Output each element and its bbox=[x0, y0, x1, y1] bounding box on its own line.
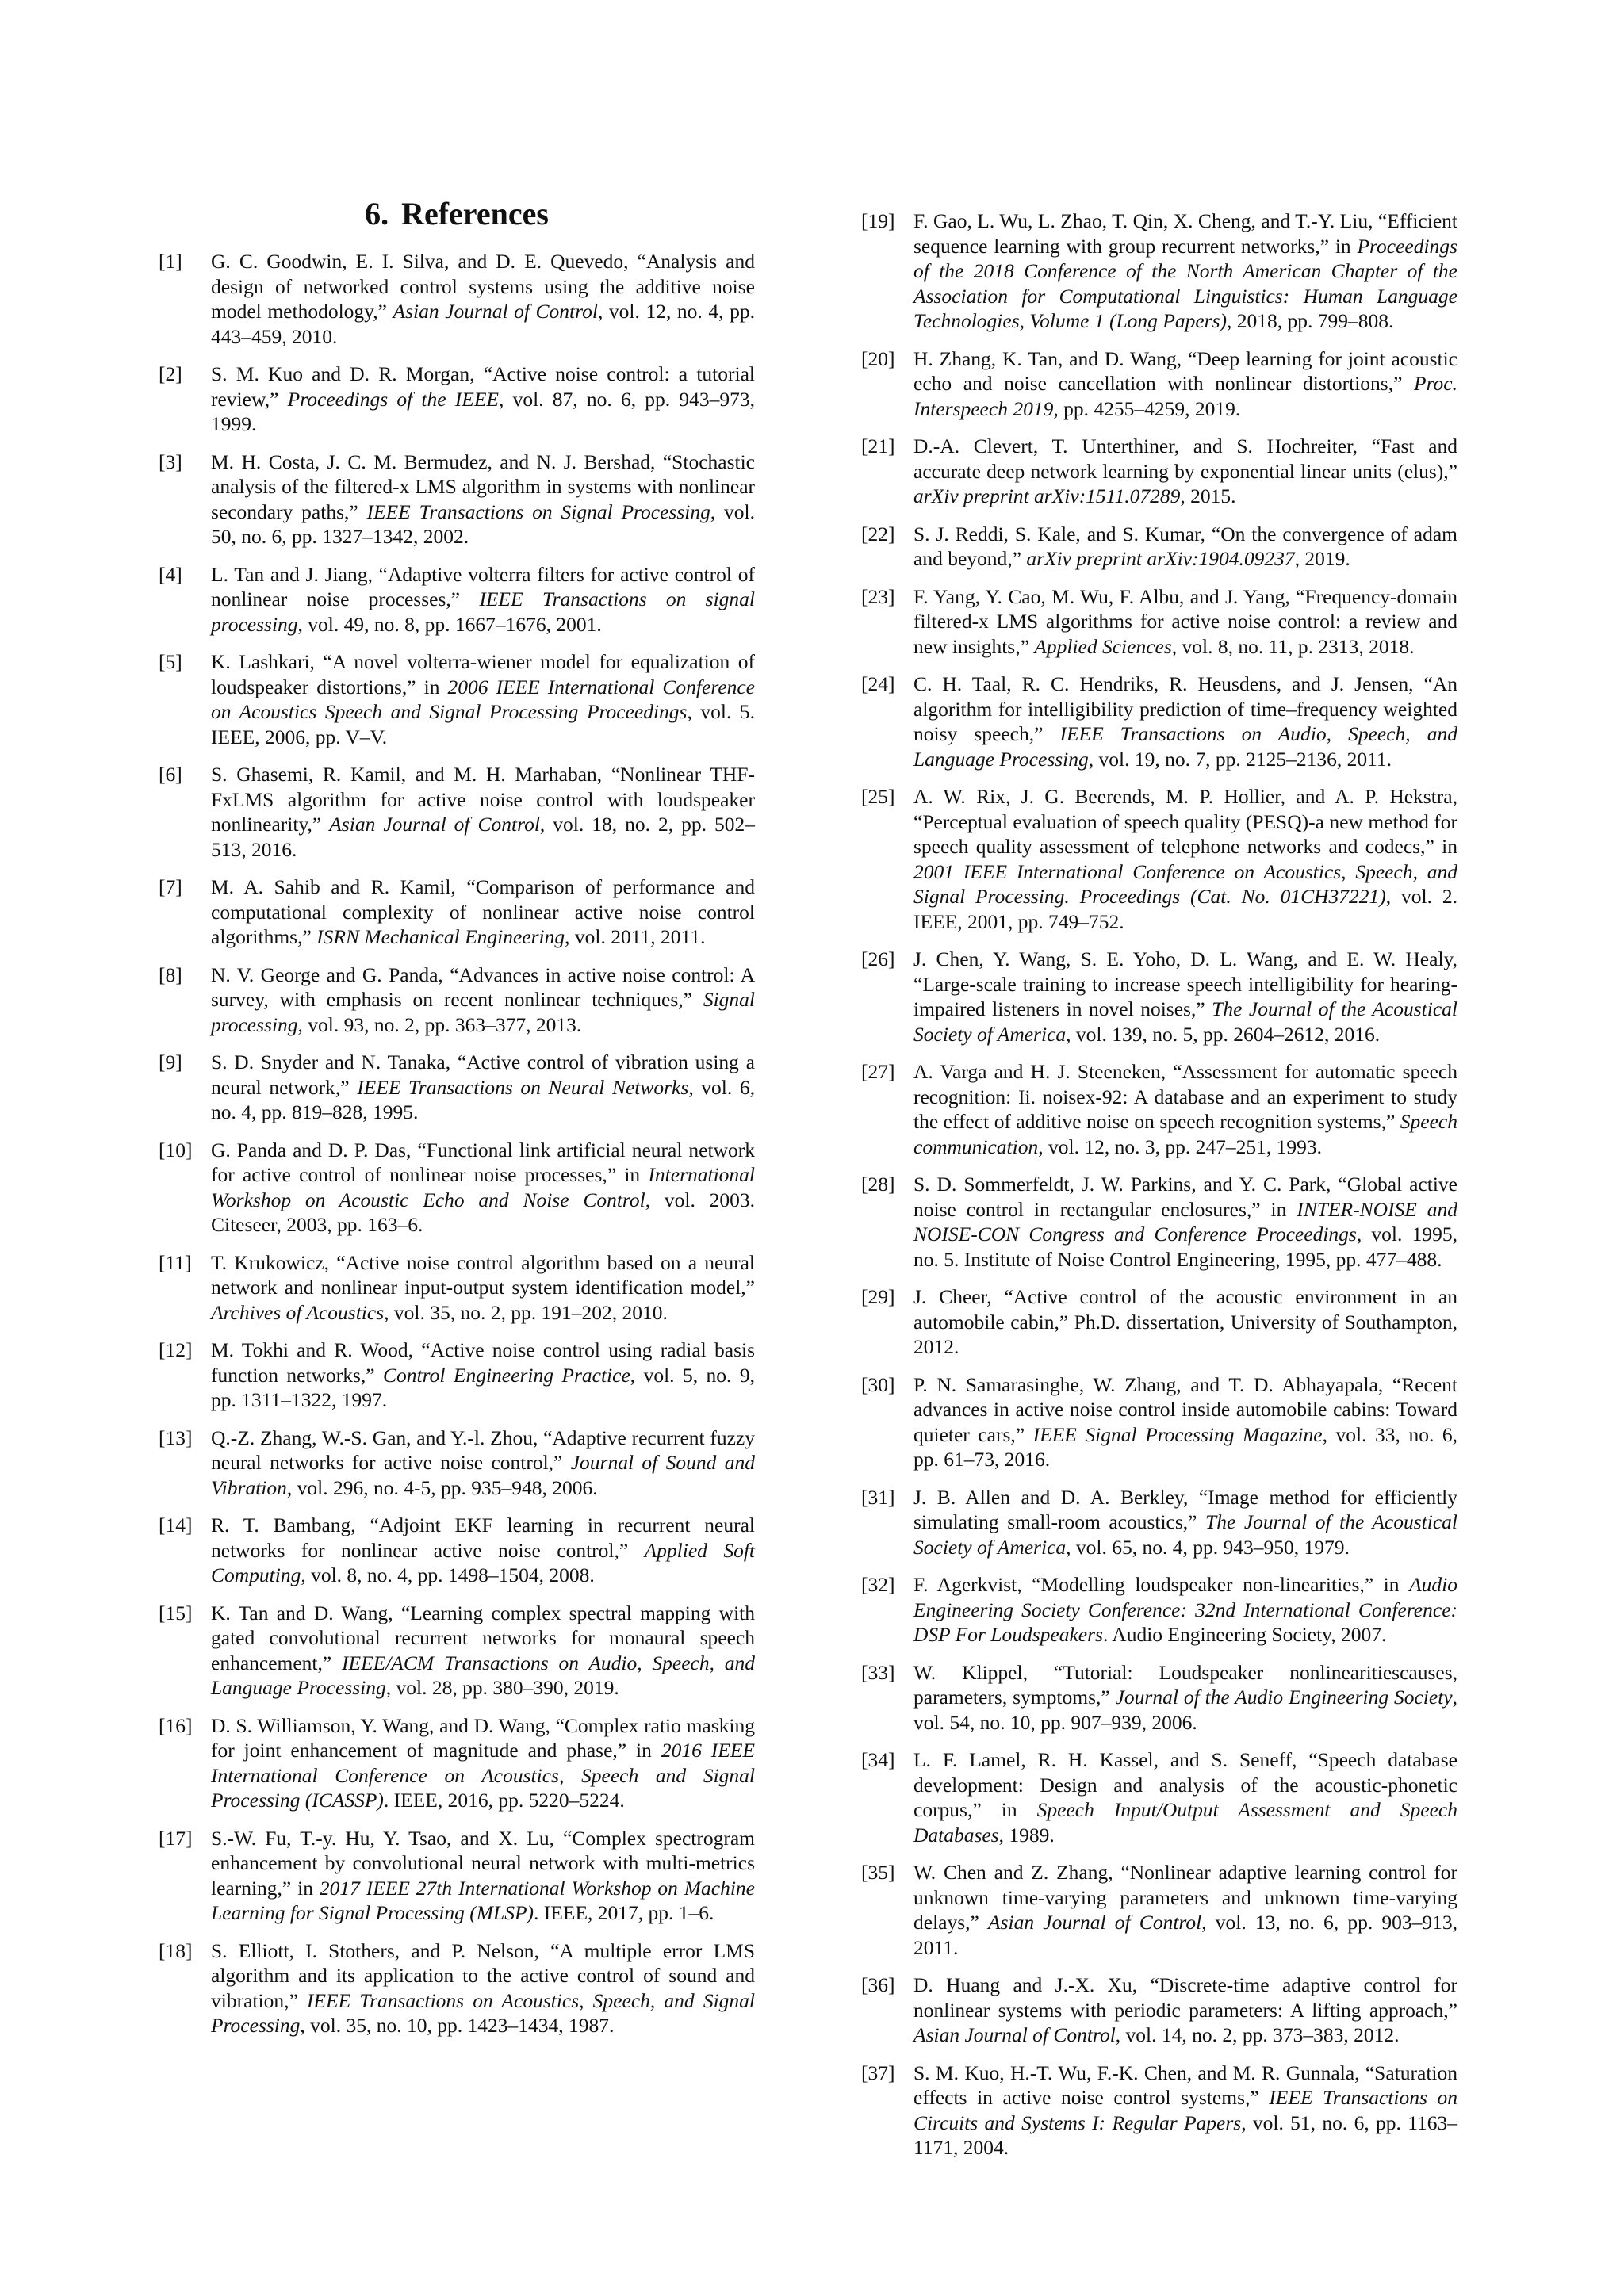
reference-details: . IEEE, 2016, pp. 5220–5224. bbox=[383, 1789, 625, 1812]
reference-item bbox=[159, 1337, 755, 1413]
reference-text: S. Ghasemi, R. Kamil, and M. H. Marhaban, “Nonlinear THF-FxLMS algorithm for active noise control with loudspeaker nonlinearity,” bbox=[211, 763, 755, 836]
reference-text: F. Gao, L. Wu, L. Zhao, T. Qin, X. Cheng, and T.-Y. Liu, “Efficient sequence learning with group recurrent networks,” in bbox=[914, 209, 1457, 258]
reference-item bbox=[159, 1826, 755, 1926]
reference-venue: The Journal of the Acoustical Society of America bbox=[914, 1510, 1457, 1559]
reference-venue: IEEE Signal Processing Magazine bbox=[1032, 1422, 1323, 1446]
reference-item bbox=[159, 1938, 755, 2038]
reference-text: R. T. Bambang, “Adjoint EKF learning in recurrent neural networks for nonlinear active noise control,” bbox=[211, 1513, 755, 1562]
reference-details: , vol. 54, no. 10, pp. 907–939, 2006. bbox=[914, 1686, 1457, 1734]
reference-item bbox=[159, 1425, 755, 1501]
reference-venue: Proc. Interspeech 2019 bbox=[914, 372, 1457, 420]
section-number: 6. bbox=[365, 196, 389, 232]
reference-text: D. Huang and J.-X. Xu, “Discrete-time adaptive control for nonlinear systems with periodic parameters: A lifting approach,” bbox=[914, 1973, 1457, 2022]
reference-venue: 2017 IEEE 27th International Workshop on Machine Learning for Signal Processing (MLSP) bbox=[211, 1876, 755, 1924]
reference-details: , vol. 18, no. 2, pp. 502–513, 2016. bbox=[211, 813, 755, 861]
reference-number: [1] bbox=[159, 250, 182, 273]
reference-number: [34] bbox=[861, 1748, 895, 1771]
reference-number: [6] bbox=[159, 763, 182, 786]
reference-text: J. Chen, Y. Wang, S. E. Yoho, D. L. Wang, and E. W. Healy, “Large-scale training to increase speech intelligibility for hearing-impaired listeners in novel noises,” bbox=[914, 947, 1457, 1020]
reference-text: K. Lashkari, “A novel volterra-wiener model for equalization of loudspeaker distortions,” in bbox=[211, 650, 755, 698]
reference-details: , 1989. bbox=[998, 1823, 1055, 1846]
reference-venue: Speech Input/Output Assessment and Speech Databases bbox=[914, 1798, 1457, 1846]
reference-number: [21] bbox=[861, 434, 895, 457]
reference-details: , vol. 87, no. 6, pp. 943–973, 1999. bbox=[211, 387, 756, 435]
reference-venue: 2016 IEEE International Conference on Acoustics, Speech and Signal Processing (ICASSP) bbox=[211, 1739, 755, 1812]
reference-details: . IEEE, 2017, pp. 1–6. bbox=[534, 1901, 714, 1924]
reference-item bbox=[861, 1747, 1457, 1847]
reference-number: [36] bbox=[861, 1973, 895, 1996]
reference-venue: Audio Engineering Society Conference: 32nd International Conference: DSP For Loudspeakers bbox=[914, 1573, 1457, 1646]
reference-details: , vol. 51, no. 6, pp. 1163–1171, 2004. bbox=[914, 2110, 1458, 2159]
reference-venue: arXiv preprint arXiv:1511.07289 bbox=[914, 484, 1181, 507]
reference-item bbox=[861, 1485, 1457, 1560]
reference-number: [10] bbox=[159, 1138, 193, 1161]
reference-text: S. D. Sommerfeldt, J. W. Parkins, and Y. C. Park, “Global active noise control in rectangular enclosures,” in bbox=[914, 1173, 1457, 1221]
reference-text: S. J. Reddi, S. Kale, and S. Kumar, “On the convergence of adam and beyond,” bbox=[914, 522, 1457, 570]
reference-text: F. Agerkvist, “Modelling loudspeaker non-linearities,” in bbox=[914, 1573, 1410, 1596]
reference-text: Q.-Z. Zhang, W.-S. Gan, and Y.-l. Zhou, “Adaptive recurrent fuzzy neural networks for active noise control,” bbox=[211, 1425, 755, 1474]
reference-venue: Journal of Sound and Vibration bbox=[211, 1451, 755, 1499]
reference-venue: Applied Soft Computing bbox=[211, 1538, 756, 1586]
reference-item bbox=[159, 362, 755, 437]
reference-number: [19] bbox=[861, 209, 895, 232]
reference-item bbox=[861, 1059, 1457, 1159]
reference-venue: IEEE Transactions on Signal Processing bbox=[366, 499, 710, 523]
reference-text: L. F. Lamel, R. H. Kassel, and S. Seneff, “Speech database development: Design and analysis of the acoustic-phonetic corpus,” in bbox=[914, 1748, 1457, 1821]
reference-venue: Asian Journal of Control bbox=[393, 300, 598, 323]
reference-number: [2] bbox=[159, 362, 182, 385]
reference-venue: Proceedings of the 2018 Conference of the North American Chapter of the Association for Computational Linguistics: Human Language Technologies, Volume 1 (Long Papers) bbox=[914, 234, 1457, 332]
reference-item bbox=[861, 209, 1457, 334]
reference-details: , vol. 49, no. 8, pp. 1667–1676, 2001. bbox=[297, 612, 602, 636]
reference-item bbox=[861, 1172, 1457, 1272]
reference-number: [31] bbox=[861, 1485, 895, 1509]
reference-number: [4] bbox=[159, 562, 182, 586]
reference-item bbox=[159, 450, 755, 549]
reference-item bbox=[159, 962, 755, 1038]
reference-number: [28] bbox=[861, 1173, 895, 1196]
reference-details: , vol. 8, no. 11, p. 2313, 2018. bbox=[1171, 634, 1415, 658]
reference-number: [13] bbox=[159, 1425, 193, 1449]
reference-item bbox=[861, 1660, 1457, 1735]
reference-venue: Journal of the Audio Engineering Society bbox=[1115, 1686, 1453, 1709]
reference-text: M. H. Costa, J. C. M. Bermudez, and N. J. Bershad, “Stochastic analysis of the filtered-x LMS algorithm in systems with nonlinear secondary paths,” bbox=[211, 450, 755, 523]
reference-item bbox=[861, 1973, 1457, 2048]
reference-text: M. Tokhi and R. Wood, “Active noise control using radial basis function networks,” bbox=[211, 1338, 755, 1387]
reference-number: [24] bbox=[861, 672, 895, 695]
reference-details: , vol. 2. IEEE, 2001, pp. 749–752. bbox=[914, 885, 1457, 933]
reference-item bbox=[861, 784, 1457, 934]
reference-number: [29] bbox=[861, 1285, 895, 1308]
reference-item bbox=[159, 1601, 755, 1701]
reference-details: , vol. 65, no. 4, pp. 943–950, 1979. bbox=[1066, 1535, 1350, 1559]
reference-text: W. Chen and Z. Zhang, “Nonlinear adaptive learning control for unknown time-varying parameters and unknown time-varying delays,” bbox=[914, 1861, 1457, 1934]
reference-details: , vol. 28, pp. 380–390, 2019. bbox=[385, 1676, 619, 1699]
reference-details: . Audio Engineering Society, 2007. bbox=[1102, 1623, 1387, 1646]
reference-venue: The Journal of the Acoustical Society of America bbox=[914, 997, 1457, 1046]
reference-details: , vol. 35, no. 2, pp. 191–202, 2010. bbox=[384, 1300, 668, 1324]
reference-details: , 2018, pp. 799–808. bbox=[1227, 309, 1394, 332]
reference-item bbox=[861, 346, 1457, 422]
reference-text: T. Krukowicz, “Active noise control algorithm based on a neural network and nonlinear input-output system identification model,” bbox=[211, 1250, 755, 1299]
reference-text: S.-W. Fu, T.-y. Hu, Y. Tsao, and X. Lu, “Complex spectrogram enhancement by convolutional neural network with multi-metrics learning,” in bbox=[211, 1826, 755, 1900]
reference-text: M. A. Sahib and R. Kamil, “Comparison of performance and computational complexity of nonlinear active noise control algorithms,” bbox=[211, 875, 755, 948]
reference-number: [15] bbox=[159, 1601, 193, 1624]
reference-text: S. Elliott, I. Stothers, and P. Nelson, “A multiple error LMS algorithm and its application to the active control of sound and vibration,” bbox=[211, 1938, 755, 2012]
reference-text: A. Varga and H. J. Steeneken, “Assessment for automatic speech recognition: Ii. noisex-92: A database and an experiment to study the effect of additive noise on speech recognition systems,” bbox=[914, 1060, 1457, 1133]
reference-text: W. Klippel, “Tutorial: Loudspeaker nonlinearitiescauses, parameters, symptoms,” bbox=[914, 1660, 1457, 1709]
reference-venue: arXiv preprint arXiv:1904.09237 bbox=[1026, 547, 1295, 570]
reference-venue: IEEE Transactions on Acoustics, Speech, and Signal Processing bbox=[211, 1988, 755, 2037]
reference-details: , vol. 93, no. 2, pp. 363–377, 2013. bbox=[297, 1012, 582, 1036]
references-right-column bbox=[861, 209, 1457, 2173]
reference-venue: 2001 IEEE International Conference on Acoustics, Speech, and Signal Processing. Proceedings (Cat. No. 01CH37221) bbox=[914, 859, 1457, 908]
reference-number: [30] bbox=[861, 1372, 895, 1396]
reference-venue: Asian Journal of Control bbox=[914, 2023, 1116, 2046]
reference-number: [27] bbox=[861, 1060, 895, 1083]
reference-details: , vol. 5. IEEE, 2006, pp. V–V. bbox=[211, 700, 755, 748]
reference-number: [3] bbox=[159, 450, 182, 473]
reference-text: L. Tan and J. Jiang, “Adaptive volterra filters for active control of nonlinear noise processes,” bbox=[211, 562, 755, 610]
reference-details: , pp. 4255–4259, 2019. bbox=[1053, 396, 1241, 420]
reference-details: , vol. 12, no. 4, pp. 443–459, 2010. bbox=[211, 300, 755, 348]
reference-number: [33] bbox=[861, 1660, 895, 1684]
reference-details: , vol. 35, no. 10, pp. 1423–1434, 1987. bbox=[300, 2014, 615, 2037]
reference-text: G. C. Goodwin, E. I. Silva, and D. E. Quevedo, “Analysis and design of networked control systems using the additive noise model methodology,” bbox=[211, 250, 755, 323]
reference-text: P. N. Samarasinghe, W. Zhang, and T. D. Abhayapala, “Recent advances in active noise control inside automobile cabins: Toward quieter cars,” bbox=[914, 1372, 1457, 1446]
reference-venue: IEEE Transactions on signal processing bbox=[211, 587, 755, 636]
reference-venue: Asian Journal of Control bbox=[988, 1911, 1202, 1934]
reference-venue: Asian Journal of Control bbox=[329, 813, 540, 836]
reference-item bbox=[861, 1284, 1457, 1360]
reference-venue: Signal processing bbox=[211, 988, 755, 1036]
reference-details: , 2019. bbox=[1294, 547, 1350, 570]
reference-details: , vol. 19, no. 7, pp. 2125–2136, 2011. bbox=[1088, 747, 1392, 771]
reference-text: D. S. Williamson, Y. Wang, and D. Wang, “Complex ratio masking for joint enhancement of magnitude and phase,” in bbox=[211, 1713, 755, 1762]
reference-text: J. B. Allen and D. A. Berkley, “Image method for efficiently simulating small-room acoustics,” bbox=[914, 1485, 1457, 1533]
reference-number: [20] bbox=[861, 346, 895, 370]
references-left-column bbox=[159, 0, 755, 2051]
reference-text: N. V. George and G. Panda, “Advances in active noise control: A survey, with emphasis on recent nonlinear techniques,” bbox=[211, 962, 755, 1011]
reference-details: , vol. 13, no. 6, pp. 903–913, 2011. bbox=[914, 1911, 1457, 1959]
reference-text: G. Panda and D. P. Das, “Functional link artificial neural network for active control of nonlinear noise processes,” in bbox=[211, 1138, 755, 1186]
reference-text: S. M. Kuo, H.-T. Wu, F.-K. Chen, and M. R. Gunnala, “Saturation effects in active noise control systems,” bbox=[914, 2061, 1457, 2109]
reference-number: [25] bbox=[861, 785, 895, 808]
reference-item bbox=[159, 762, 755, 862]
reference-venue: IEEE Transactions on Audio, Speech, and Language Processing bbox=[914, 722, 1457, 771]
reference-number: [26] bbox=[861, 947, 895, 970]
reference-item bbox=[159, 562, 755, 637]
reference-number: [32] bbox=[861, 1573, 895, 1596]
reference-details: , vol. 12, no. 3, pp. 247–251, 1993. bbox=[1038, 1135, 1322, 1158]
reference-item bbox=[861, 2061, 1457, 2160]
reference-number: [16] bbox=[159, 1713, 193, 1737]
reference-item bbox=[159, 1713, 755, 1813]
reference-item bbox=[159, 874, 755, 950]
reference-details: , vol. 2011, 2011. bbox=[565, 925, 706, 948]
reference-venue: Speech communication bbox=[914, 1110, 1457, 1158]
reference-text: D.-A. Clevert, T. Unterthiner, and S. Hochreiter, “Fast and accurate deep network learning by exponential linear units (elus),” bbox=[914, 434, 1457, 483]
reference-text: H. Zhang, K. Tan, and D. Wang, “Deep learning for joint acoustic echo and noise cancellation with nonlinear distortions,” bbox=[914, 346, 1457, 395]
reference-venue: Applied Sciences bbox=[1034, 634, 1172, 658]
reference-venue: INTER-NOISE and NOISE-CON Congress and Conference Proceedings bbox=[914, 1197, 1457, 1246]
reference-item bbox=[159, 1513, 755, 1588]
reference-number: [18] bbox=[159, 1938, 193, 1962]
reference-number: [23] bbox=[861, 584, 895, 608]
reference-details: , 2015. bbox=[1180, 484, 1236, 507]
reference-item bbox=[159, 1138, 755, 1238]
reference-item bbox=[861, 1572, 1457, 1647]
reference-venue: IEEE/ACM Transactions on Audio, Speech, and Language Processing bbox=[211, 1651, 756, 1699]
reference-number: [12] bbox=[159, 1338, 193, 1361]
section-title: References bbox=[401, 196, 549, 232]
reference-venue: 2006 IEEE International Conference on Acoustics Speech and Signal Processing Proceedings bbox=[211, 675, 755, 723]
reference-text: C. H. Taal, R. C. Hendriks, R. Heusdens, and J. Jensen, “An algorithm for intelligibility prediction of time–frequency weighted noisy speech,” bbox=[914, 672, 1457, 745]
reference-item bbox=[159, 249, 755, 349]
reference-text: S. M. Kuo and D. R. Morgan, “Active noise control: a tutorial review,” bbox=[211, 362, 755, 411]
reference-list-right bbox=[861, 209, 1457, 2160]
reference-number: [17] bbox=[159, 1826, 193, 1850]
reference-details: , vol. 8, no. 4, pp. 1498–1504, 2008. bbox=[301, 1563, 595, 1586]
reference-number: [22] bbox=[861, 522, 895, 545]
reference-details: , vol. 6, no. 4, pp. 819–828, 1995. bbox=[211, 1075, 755, 1123]
reference-venue: IEEE Transactions on Circuits and Systems I: Regular Papers bbox=[914, 2086, 1457, 2134]
reference-details: , vol. 33, no. 6, pp. 61–73, 2016. bbox=[914, 1422, 1457, 1471]
reference-venue: Proceedings of the IEEE bbox=[287, 387, 500, 411]
reference-text: J. Cheer, “Active control of the acoustic environment in an automobile cabin,” Ph.D. dissertation, University of Southampton, 2012. bbox=[914, 1285, 1457, 1358]
reference-venue: Archives of Acoustics bbox=[211, 1300, 385, 1324]
reference-venue: Control Engineering Practice bbox=[383, 1363, 630, 1387]
reference-venue: ISRN Mechanical Engineering bbox=[316, 925, 565, 948]
reference-list-left bbox=[159, 0, 755, 2038]
reference-details: , vol. 14, no. 2, pp. 373–383, 2012. bbox=[1115, 2023, 1400, 2046]
reference-details: , vol. 139, no. 5, pp. 2604–2612, 2016. bbox=[1066, 1022, 1381, 1046]
reference-number: [7] bbox=[159, 875, 182, 898]
reference-venue: IEEE Transactions on Neural Networks bbox=[357, 1075, 689, 1099]
reference-item bbox=[861, 672, 1457, 771]
reference-details: , vol. 1995, no. 5. Institute of Noise Control Engineering, 1995, pp. 477–488. bbox=[914, 1223, 1457, 1271]
reference-venue: International Workshop on Acoustic Echo and Noise Control bbox=[211, 1163, 755, 1211]
reference-number: [11] bbox=[159, 1250, 192, 1274]
reference-item bbox=[861, 434, 1457, 509]
reference-item bbox=[159, 1250, 755, 1326]
reference-item bbox=[861, 1860, 1457, 1960]
reference-details: , vol. 50, no. 6, pp. 1327–1342, 2002. bbox=[211, 499, 756, 548]
reference-details: , vol. 5, no. 9, pp. 1311–1322, 1997. bbox=[211, 1363, 755, 1411]
reference-text: S. D. Snyder and N. Tanaka, “Active control of vibration using a neural network,” bbox=[211, 1050, 755, 1099]
reference-number: [9] bbox=[159, 1050, 182, 1073]
reference-item bbox=[861, 947, 1457, 1047]
reference-item bbox=[159, 649, 755, 749]
reference-item bbox=[861, 522, 1457, 572]
reference-item bbox=[861, 1372, 1457, 1472]
reference-number: [37] bbox=[861, 2061, 895, 2084]
reference-number: [35] bbox=[861, 1861, 895, 1884]
reference-number: [5] bbox=[159, 650, 182, 673]
reference-details: , vol. 2003. Citeseer, 2003, pp. 163–6. bbox=[211, 1188, 756, 1236]
reference-text: A. W. Rix, J. G. Beerends, M. P. Hollier, and A. P. Hekstra, “Perceptual evaluation of speech quality (PESQ)-a new method for speech quality assessment of telephone networks and codecs,” in bbox=[914, 785, 1457, 858]
reference-text: F. Yang, Y. Cao, M. Wu, F. Albu, and J. Yang, “Frequency-domain filtered-x LMS algorithms for active noise control: a review and new insights,” bbox=[914, 584, 1457, 658]
reference-text: K. Tan and D. Wang, “Learning complex spectral mapping with gated convolutional recurrent networks for monaural speech enhancement,” bbox=[211, 1601, 755, 1674]
reference-item bbox=[861, 584, 1457, 660]
reference-number: [8] bbox=[159, 962, 182, 986]
reference-details: , vol. 296, no. 4-5, pp. 935–948, 2006. bbox=[286, 1475, 598, 1499]
reference-item bbox=[159, 1050, 755, 1125]
reference-number: [14] bbox=[159, 1513, 193, 1536]
